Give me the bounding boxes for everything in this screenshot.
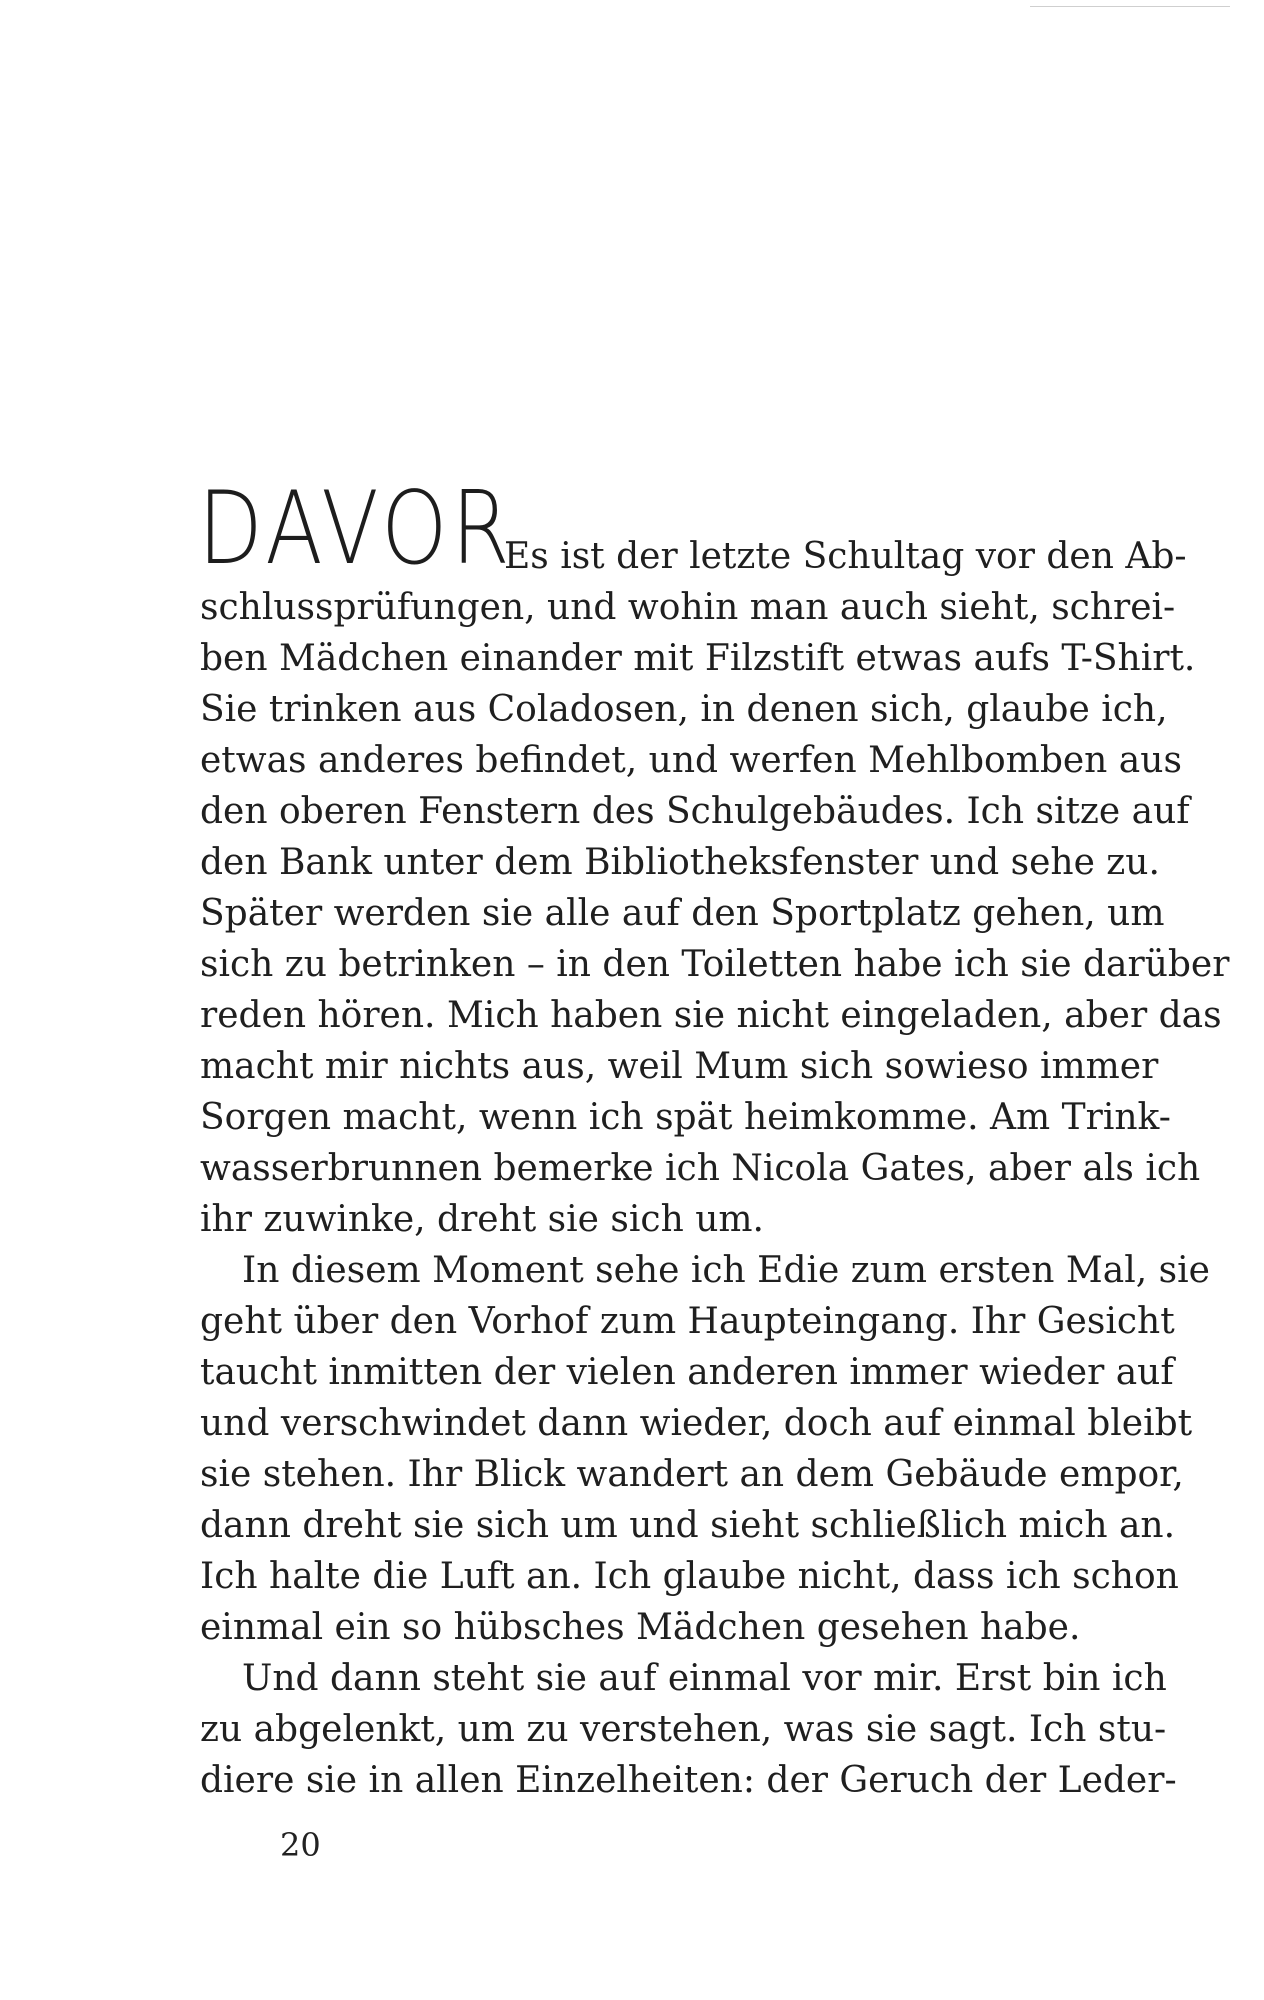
text-line-18: und verschwindet dann wieder, doch auf einmal bleibt [200, 1403, 1193, 1444]
text-line-11: macht mir nichts aus, weil Mum sich sowieso immer [200, 1046, 1159, 1087]
text-line-10: reden hören. Mich haben sie nicht eingeladen, aber das [200, 995, 1222, 1036]
text-line-2: schlussprüfungen, und wohin man auch sieht, schrei- [200, 587, 1176, 628]
chapter-title: DAVOR [198, 469, 514, 588]
text-line-21: Ich halte die Luft an. Ich glaube nicht, dass ich schon [200, 1556, 1179, 1597]
text-line-25: diere sie in allen Einzelheiten: der Geruch der Leder- [200, 1760, 1177, 1801]
text-line-12: Sorgen macht, wenn ich spät heimkomme. Am Trink- [200, 1097, 1171, 1138]
text-line-16: geht über den Vorhof zum Haupteingang. Ihr Gesicht [200, 1301, 1175, 1342]
text-line-19: sie stehen. Ihr Blick wandert an dem Gebäude empor, [200, 1454, 1184, 1495]
text-line-22: einmal ein so hübsches Mädchen gesehen habe. [200, 1607, 1081, 1648]
text-line-7: den Bank unter dem Bibliotheksfenster und sehe zu. [200, 842, 1160, 883]
text-line-1: Es ist der letzte Schultag vor den Ab- [504, 536, 1187, 577]
text-line-13: wasserbrunnen bemerke ich Nicola Gates, aber als ich [200, 1148, 1201, 1189]
text-line-5: etwas anderes befindet, und werfen Mehlbomben aus [200, 740, 1182, 781]
text-line-20: dann dreht sie sich um und sieht schließlich mich an. [200, 1505, 1176, 1546]
scan-edge-line [1030, 6, 1230, 7]
text-line-23: Und dann steht sie auf einmal vor mir. Erst bin ich [242, 1658, 1167, 1699]
text-line-14: ihr zuwinke, dreht sie sich um. [200, 1199, 764, 1240]
text-line-9: sich zu betrinken – in den Toiletten habe ich sie darüber [200, 944, 1230, 985]
text-line-4: Sie trinken aus Coladosen, in denen sich, glaube ich, [200, 689, 1168, 730]
text-line-15: In diesem Moment sehe ich Edie zum ersten Mal, sie [242, 1250, 1210, 1291]
text-line-3: ben Mädchen einander mit Filzstift etwas aufs T-Shirt. [200, 638, 1196, 679]
text-line-24: zu abgelenkt, um zu verstehen, was sie sagt. Ich stu- [200, 1709, 1167, 1750]
text-line-8: Später werden sie alle auf den Sportplatz gehen, um [200, 893, 1165, 934]
text-line-6: den oberen Fenstern des Schulgebäudes. Ich sitze auf [200, 791, 1190, 832]
page-number: 20 [280, 1826, 321, 1864]
text-line-17: taucht inmitten der vielen anderen immer wieder auf [200, 1352, 1174, 1393]
